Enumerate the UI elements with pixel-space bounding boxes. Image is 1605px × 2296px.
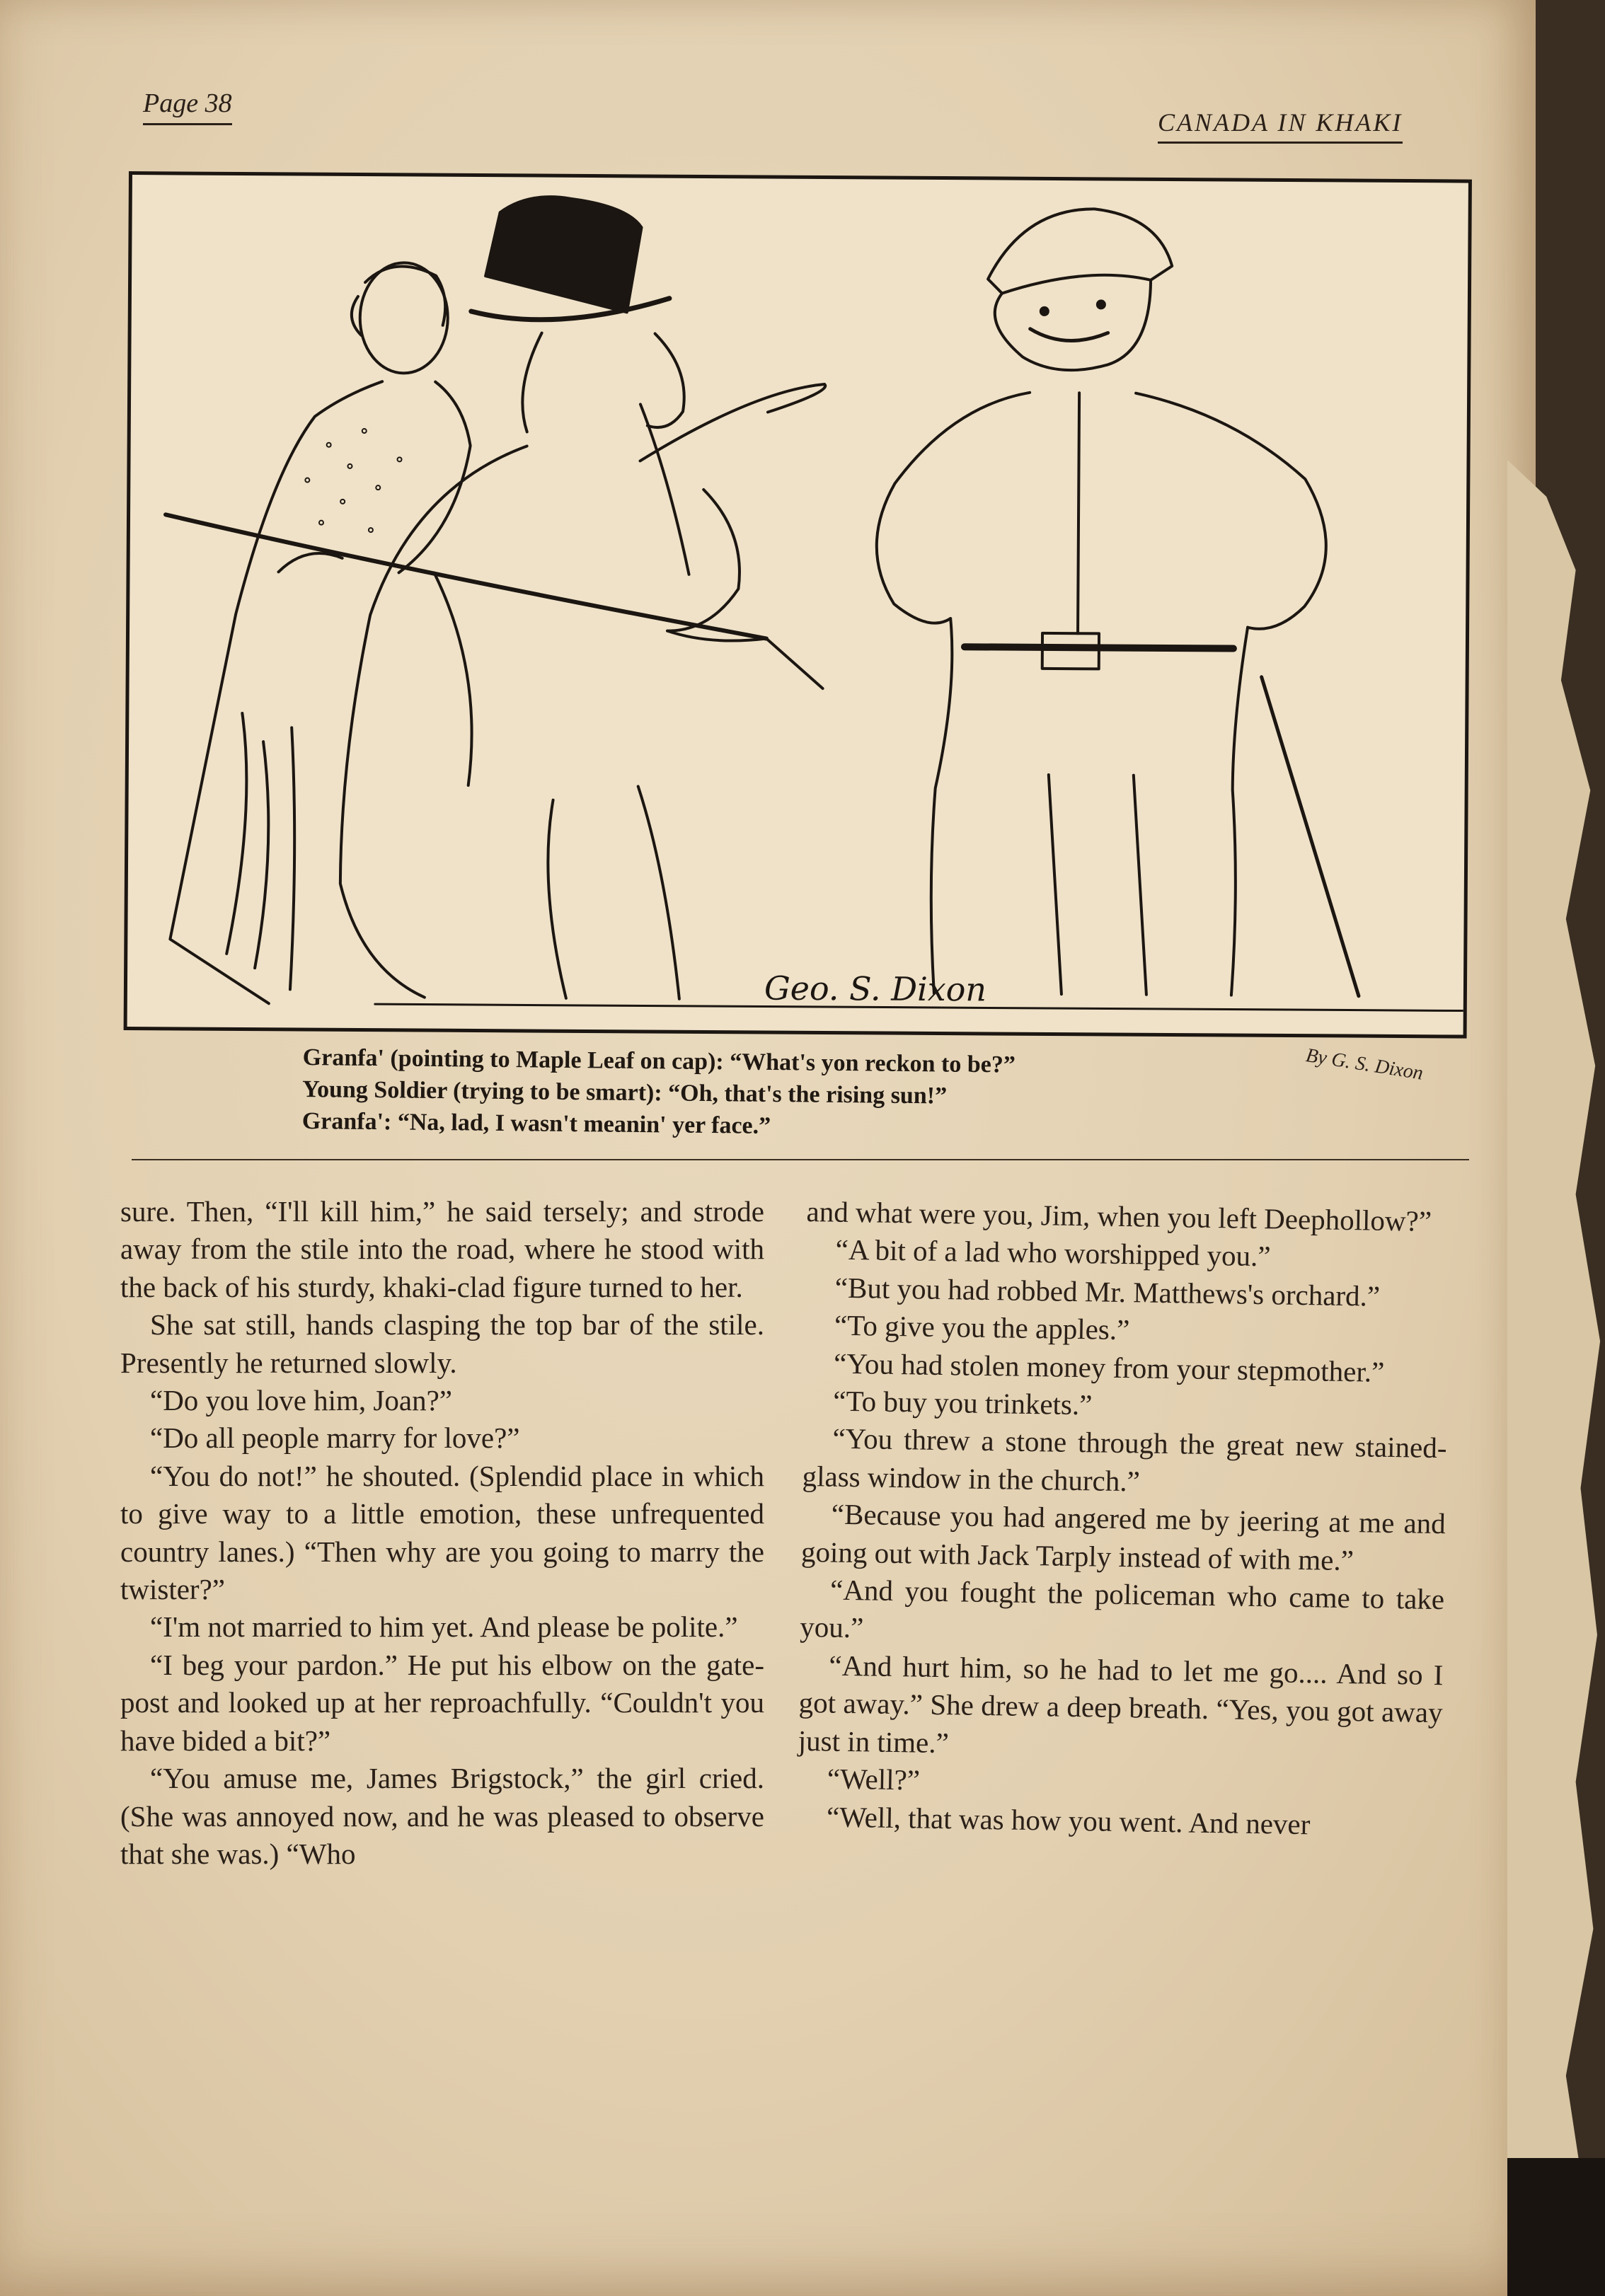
paragraph: sure. Then, “I'll kill him,” he said tersely; and strode away from the stile into the road, where he stood with the back of his sturdy, khaki-clad figure turned to her.	[120, 1195, 764, 1303]
paragraph: and what were you, Jim, when you left Deephollow?”	[806, 1194, 1432, 1238]
section-rule	[132, 1159, 1469, 1160]
paragraph: “A bit of a lad who worshipped you.”	[835, 1233, 1271, 1273]
paragraph: She sat still, hands clasping the top bar of the stile. Presently he returned slowly.	[120, 1308, 764, 1379]
illustration-credit: By G. S. Dixon	[1304, 1044, 1425, 1085]
cartoon-illustration	[124, 171, 1472, 1039]
cartoon-drawing	[127, 175, 1468, 1035]
paragraph: “Do all people marry for love?”	[150, 1421, 520, 1455]
paragraph: “To buy you trinkets.”	[833, 1384, 1093, 1421]
artist-signature: Geo. S. Dixon	[764, 969, 987, 1009]
paragraph: “And hurt him, so he had to let me go.... And so I got away.” She drew a deep breath. “Yes, you got away just in time.”	[798, 1649, 1444, 1759]
paragraph: “I beg your pardon.” He put his elbow on the gate-post and looked up at her reproachfully. “Couldn't you have bided a bit?”	[120, 1648, 764, 1757]
soldier-figure	[874, 207, 1364, 996]
page-number: Page 38	[143, 88, 232, 125]
paragraph: “You do not!” he shouted. (Splendid place in which to give way to a little emotion, these unfrequented country lanes.) “Then why are you going to marry the twister?”	[120, 1459, 764, 1606]
left-text-column	[120, 1193, 764, 1873]
page-background-corner	[1507, 2158, 1605, 2296]
paragraph: “You had stolen money from your stepmother.”	[833, 1346, 1385, 1388]
paragraph: “I'm not married to him yet. And please be polite.”	[150, 1610, 738, 1644]
running-head: CANADA IN KHAKI	[1158, 108, 1403, 144]
paragraph: “You amuse me, James Brigstock,” the girl cried. (She was annoyed now, and he was pleased to observe that she was.) “Who	[120, 1762, 764, 1870]
paragraph: “Do you love him, Joan?”	[150, 1384, 452, 1417]
paragraph: “You threw a stone through the great new stained-glass window in the church.”	[802, 1422, 1447, 1498]
illustration-caption	[302, 1042, 1350, 1148]
paragraph: “To give you the apples.”	[834, 1308, 1130, 1346]
paragraph: “Well?”	[827, 1762, 921, 1796]
paragraph: “But you had robbed Mr. Matthews's orchard.”	[834, 1271, 1381, 1313]
grandfather-figure	[163, 195, 827, 1000]
right-text-column	[797, 1193, 1451, 1845]
woman-figure	[170, 261, 471, 1005]
paragraph: “And you fought the policeman who came to take you.”	[800, 1573, 1445, 1644]
caption-line: Young Soldier (trying to be smart): “Oh, that's the rising sun!”	[302, 1075, 948, 1109]
caption-line: Granfa' (pointing to Maple Leaf on cap): “What's yon reckon to be?”	[302, 1044, 1016, 1078]
caption-line: Granfa': “Na, lad, I wasn't meanin' yer face.”	[301, 1107, 771, 1139]
torn-page-edge	[1507, 460, 1605, 2296]
paragraph: “Because you had angered me by jeering at me and going out with Jack Tarply instead of with me.”	[800, 1497, 1446, 1576]
paragraph: “Well, that was how you went. And never	[826, 1800, 1311, 1840]
